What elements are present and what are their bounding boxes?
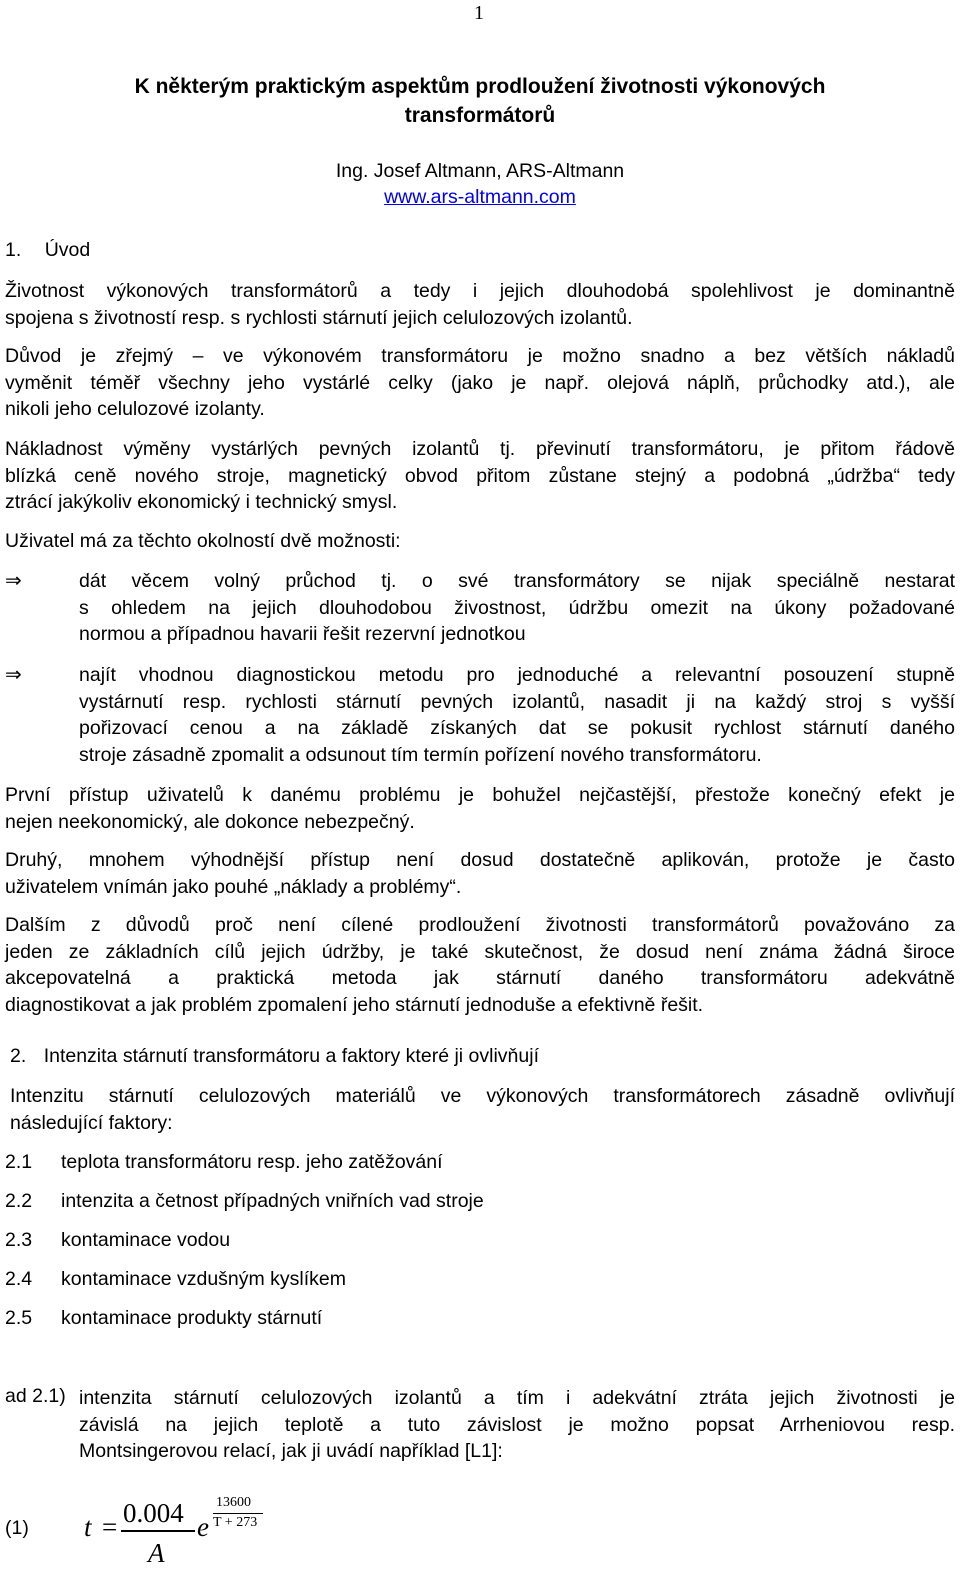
factor-text: kontaminace vodou	[61, 1229, 231, 1251]
text-line: jeden ze základních cílů jejich údržby, je také skutečnost, že dosud není známa žádná široce	[5, 940, 955, 963]
section-title: Úvod	[44, 239, 91, 261]
arrow-bullet-icon: ⇒	[5, 664, 22, 686]
paragraph-2	[5, 343, 955, 423]
factor-number: 2.1	[5, 1151, 33, 1173]
factor-text: intenzita a četnost případných vniřních vad stroje	[61, 1190, 484, 1212]
text-line: Důvod je zřejmý – ve výkonovém transformátoru je možno snadno a bez větších nákladů	[5, 345, 955, 367]
text-line: První přístup uživatelů k danému problému je bohužel nejčastější, přestože konečný efekt je	[5, 784, 955, 806]
text-line: uživatelem vnímán jako pouhé „náklady a problémy“.	[5, 875, 462, 898]
ad-paragraph	[79, 1385, 955, 1465]
text-line: stroje zásadně zpomalit a odsunout tím termín pořízení nového transformátoru.	[79, 743, 762, 766]
text-line: s ohledem na jejich dlouhodobou živostnost, údržbu omezit na úkony požadované	[79, 596, 955, 619]
document-title	[0, 72, 960, 130]
text-line: Druhý, mnohem výhodnější přístup není dosud dostatečně aplikován, protože je často	[5, 849, 955, 871]
text-line: následující faktory:	[10, 1111, 173, 1134]
bullet-item-1	[79, 568, 955, 648]
text-line: vyměnit téměř všechny jeho vystárlé celky (jako je např. olejová náplň, průchodky atd.), ale	[5, 371, 955, 394]
paragraph-7	[5, 912, 955, 1018]
paragraph-4: Uživatel má za těchto okolností dvě možnosti:	[5, 530, 401, 552]
text-line: akcepovatelná a praktická metoda jak stárnutí daného transformátoru adekvátně	[5, 967, 955, 989]
factor-number: 2.2	[5, 1190, 33, 1212]
section-2-heading	[10, 1045, 539, 1068]
exponent-denominator: T + 273	[213, 1515, 258, 1530]
text-line: Dalším z důvodů proč není cílené prodloužení životnosti transformátorů považováno za	[5, 914, 955, 936]
equation-lhs: t	[84, 1512, 92, 1542]
text-line: blízká ceně nového stroje, magnetický obvod přitom zůstane stejný a podobná „údržba“ tedy	[5, 464, 955, 487]
exponent-fraction-bar	[213, 1513, 263, 1514]
page-number: 1	[474, 2, 484, 24]
equation-numerator: 0.004	[123, 1498, 184, 1528]
text-line: nejen neekonomický, ale dokonce nebezpečný.	[5, 810, 415, 833]
text-line: závislá na jejich teplotě a tuto závislost je možno popsat Arrheniovou resp.	[79, 1413, 955, 1436]
factor-text: kontaminace produkty stárnutí	[61, 1307, 323, 1329]
paragraph-6	[5, 847, 955, 900]
arrow-bullet-icon: ⇒	[5, 570, 22, 592]
text-line: Montsingerovou relací, jak ji uvádí například [L1]:	[79, 1440, 503, 1462]
text-line: Životnost výkonových transformátorů a tedy i jejich dlouhodobá spolehlivost je dominantně	[5, 280, 955, 302]
equation-denominator: A	[148, 1538, 165, 1568]
paragraph-1	[5, 278, 955, 331]
text-line: dát věcem volný průchod tj. o své transformátory se nijak speciálně nestarat	[79, 570, 955, 592]
factor-text: kontaminace vzdušným kyslíkem	[61, 1268, 347, 1290]
text-line: normou a případnou havarii řešit rezervní jednotkou	[79, 623, 526, 645]
text-line: nikoli jeho celulozové izolanty.	[5, 398, 265, 420]
equation-label: (1)	[5, 1517, 29, 1539]
paragraph-5	[5, 782, 955, 835]
text-line: pořizovací cenou a na základě získaných dat se pokusit rychlost stárnutí daného	[79, 717, 955, 739]
fraction-bar	[121, 1530, 195, 1532]
paragraph-8	[10, 1083, 955, 1136]
exponent-numerator: 13600	[216, 1495, 251, 1510]
equation-base: e	[197, 1512, 209, 1542]
text-line: intenzita stárnutí celulozových izolantů a tím i adekvátní ztráta jejich životnosti je	[79, 1387, 955, 1409]
factor-text: teplota transformátoru resp. jeho zatěžování	[61, 1151, 443, 1173]
equals-sign: =	[102, 1512, 118, 1542]
section-title: Intenzita stárnutí transformátoru a faktory které ji ovlivňují	[43, 1045, 539, 1067]
text-line: diagnostikovat a jak problém zpomalení jeho stárnutí jednoduše a efektivně řešit.	[5, 993, 704, 1016]
text-line: spojena s životností resp. s rychlosti stárnutí jejich celulozových izolantů.	[5, 306, 633, 329]
factor-number: 2.5	[5, 1307, 33, 1329]
website-link[interactable]: www.ars-altmann.com	[384, 186, 576, 208]
bullet-item-2	[79, 662, 955, 768]
text-line: vystárnutí resp. rychlosti stárnutí pevných izolantů, nasadit ji na každý stroj s vyšší	[79, 690, 955, 713]
section-number: 2.	[10, 1045, 27, 1067]
text-line: najít vhodnou diagnostickou metodu pro jednoduché a relevantní posouzení stupně	[79, 664, 955, 686]
factor-number: 2.4	[5, 1268, 33, 1290]
text-line: Intenzitu stárnutí celulozových materiálů ve výkonových transformátorech zásadně ovlivňují	[10, 1085, 955, 1107]
author: Ing. Josef Altmann, ARS-Altmann	[335, 160, 625, 182]
text-line: ztrácí jakýkoliv ekonomický i technický smysl.	[5, 491, 398, 513]
title-line-2: transformátorů	[404, 104, 556, 127]
title-line-1: K některým praktickým aspektům prodloužení životnosti výkonových	[134, 75, 826, 98]
text-line: Nákladnost výměny vystárlých pevných izolantů tj. převinutí transformátoru, je přitom řádově	[5, 438, 955, 460]
paragraph-3	[5, 436, 955, 516]
factor-number: 2.3	[5, 1229, 33, 1251]
ad-label: ad 2.1)	[5, 1385, 66, 1407]
section-1-heading	[5, 239, 90, 262]
section-number: 1.	[5, 239, 22, 261]
